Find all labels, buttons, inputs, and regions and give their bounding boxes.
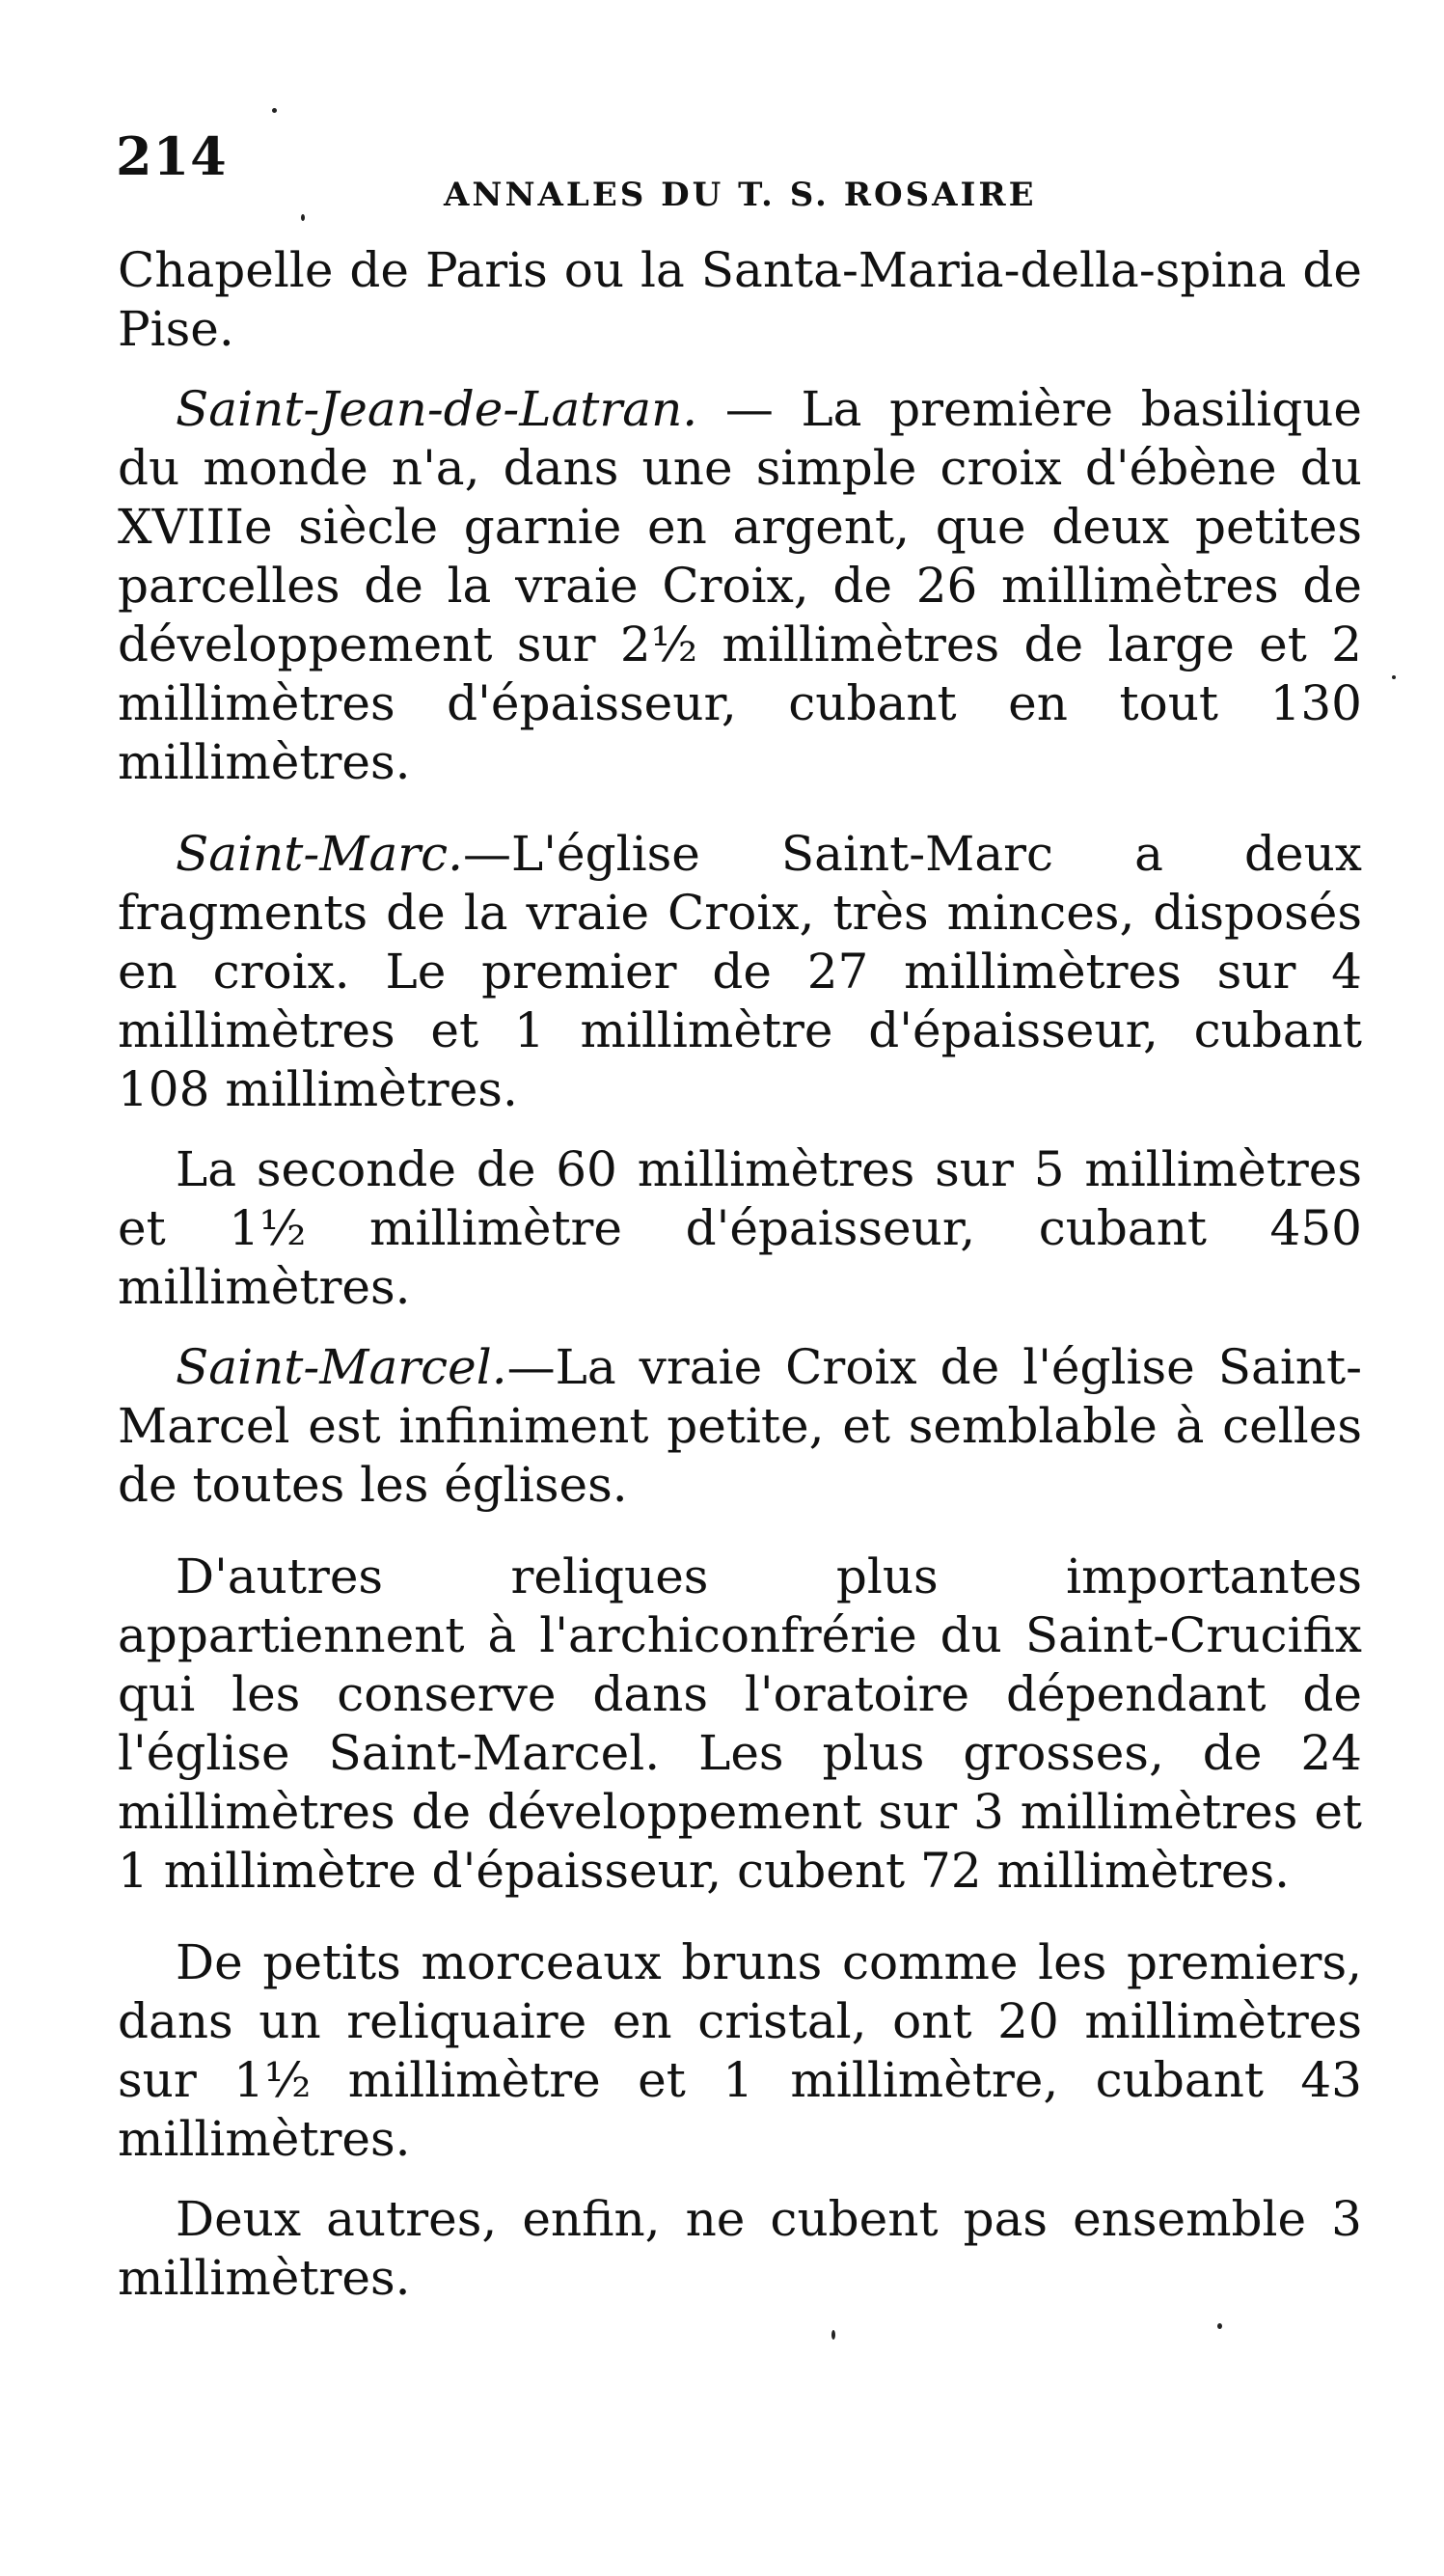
paragraph-petits-morceaux — [118, 1933, 1362, 2169]
running-title: ANNALES DU T. S. ROSAIRE — [444, 176, 1037, 214]
body-text — [118, 241, 1362, 2341]
ink-speck — [1392, 675, 1396, 679]
paragraph-lead: Saint-Marcel. — [176, 1339, 507, 1395]
paragraph-text: La seconde de 60 millimètres sur 5 millimètres et 1½ millimètre d'épaisseur, cubant 450 millimètres. — [118, 1141, 1362, 1315]
ink-speck — [272, 108, 277, 113]
paragraph-text: —La vraie Croix de l'église Saint-Marcel est infiniment petite, et semblable à celles de toutes les églises. — [118, 1339, 1362, 1513]
paragraph-saint-jean-de-latran — [118, 380, 1362, 792]
paragraph-text: — La première basilique du monde n'a, dans une simple croix d'ébène du XVIIIe siècle garnie en argent, que deux petites parcelles de la vraie Croix, de 26 millimètres de développement sur 2½ millimètres de large et 2 millimètres d'épaisseur, cubant en tout 130 millimètres. — [118, 381, 1362, 790]
paragraph-autres-reliques — [118, 1548, 1362, 1901]
paragraph-text: De petits morceaux bruns comme les premiers, dans un reliquaire en cristal, ont 20 millimètres sur 1½ millimètre et 1 millimètre, cubant 43 millimètres. — [118, 1934, 1362, 2167]
paragraph-text: Deux autres, enfin, ne cubent pas ensemble 3 millimètres. — [118, 2191, 1362, 2306]
page-number: 214 — [116, 125, 228, 187]
paragraph-continuation — [118, 241, 1362, 359]
ink-speck — [831, 2330, 835, 2340]
paragraph-saint-marcel — [118, 1338, 1362, 1515]
page-header — [116, 125, 1350, 212]
paragraph-text: D'autres reliques plus importantes appartiennent à l'archiconfrérie du Saint-Crucifix qui les conserve dans l'oratoire dépendant de l'église Saint-Marcel. Les plus grosses, de 24 millimètres de développement sur 3 millimètres et 1 millimètre d'épaisseur, cubent 72 millimètres. — [118, 1548, 1362, 1899]
ink-speck — [1217, 2323, 1222, 2329]
paragraph-saint-marc — [118, 825, 1362, 1119]
paragraph-lead: Saint-Jean-de-Latran. — [176, 381, 698, 437]
paragraph-seconde — [118, 1140, 1362, 1317]
paragraph-text: Chapelle de Paris ou la Santa-Maria-della-spina de Pise. — [118, 242, 1362, 357]
ink-speck — [301, 214, 305, 221]
paragraph-text: —L'église Saint-Marc a deux fragments de la vraie Croix, très minces, disposés en croix. Le premier de 27 millimètres sur 4 millimètres et 1 millimètre d'épaisseur, cubant 108 millimètres. — [118, 826, 1362, 1117]
paragraph-lead: Saint-Marc. — [176, 826, 464, 882]
paragraph-deux-autres — [118, 2190, 1362, 2308]
